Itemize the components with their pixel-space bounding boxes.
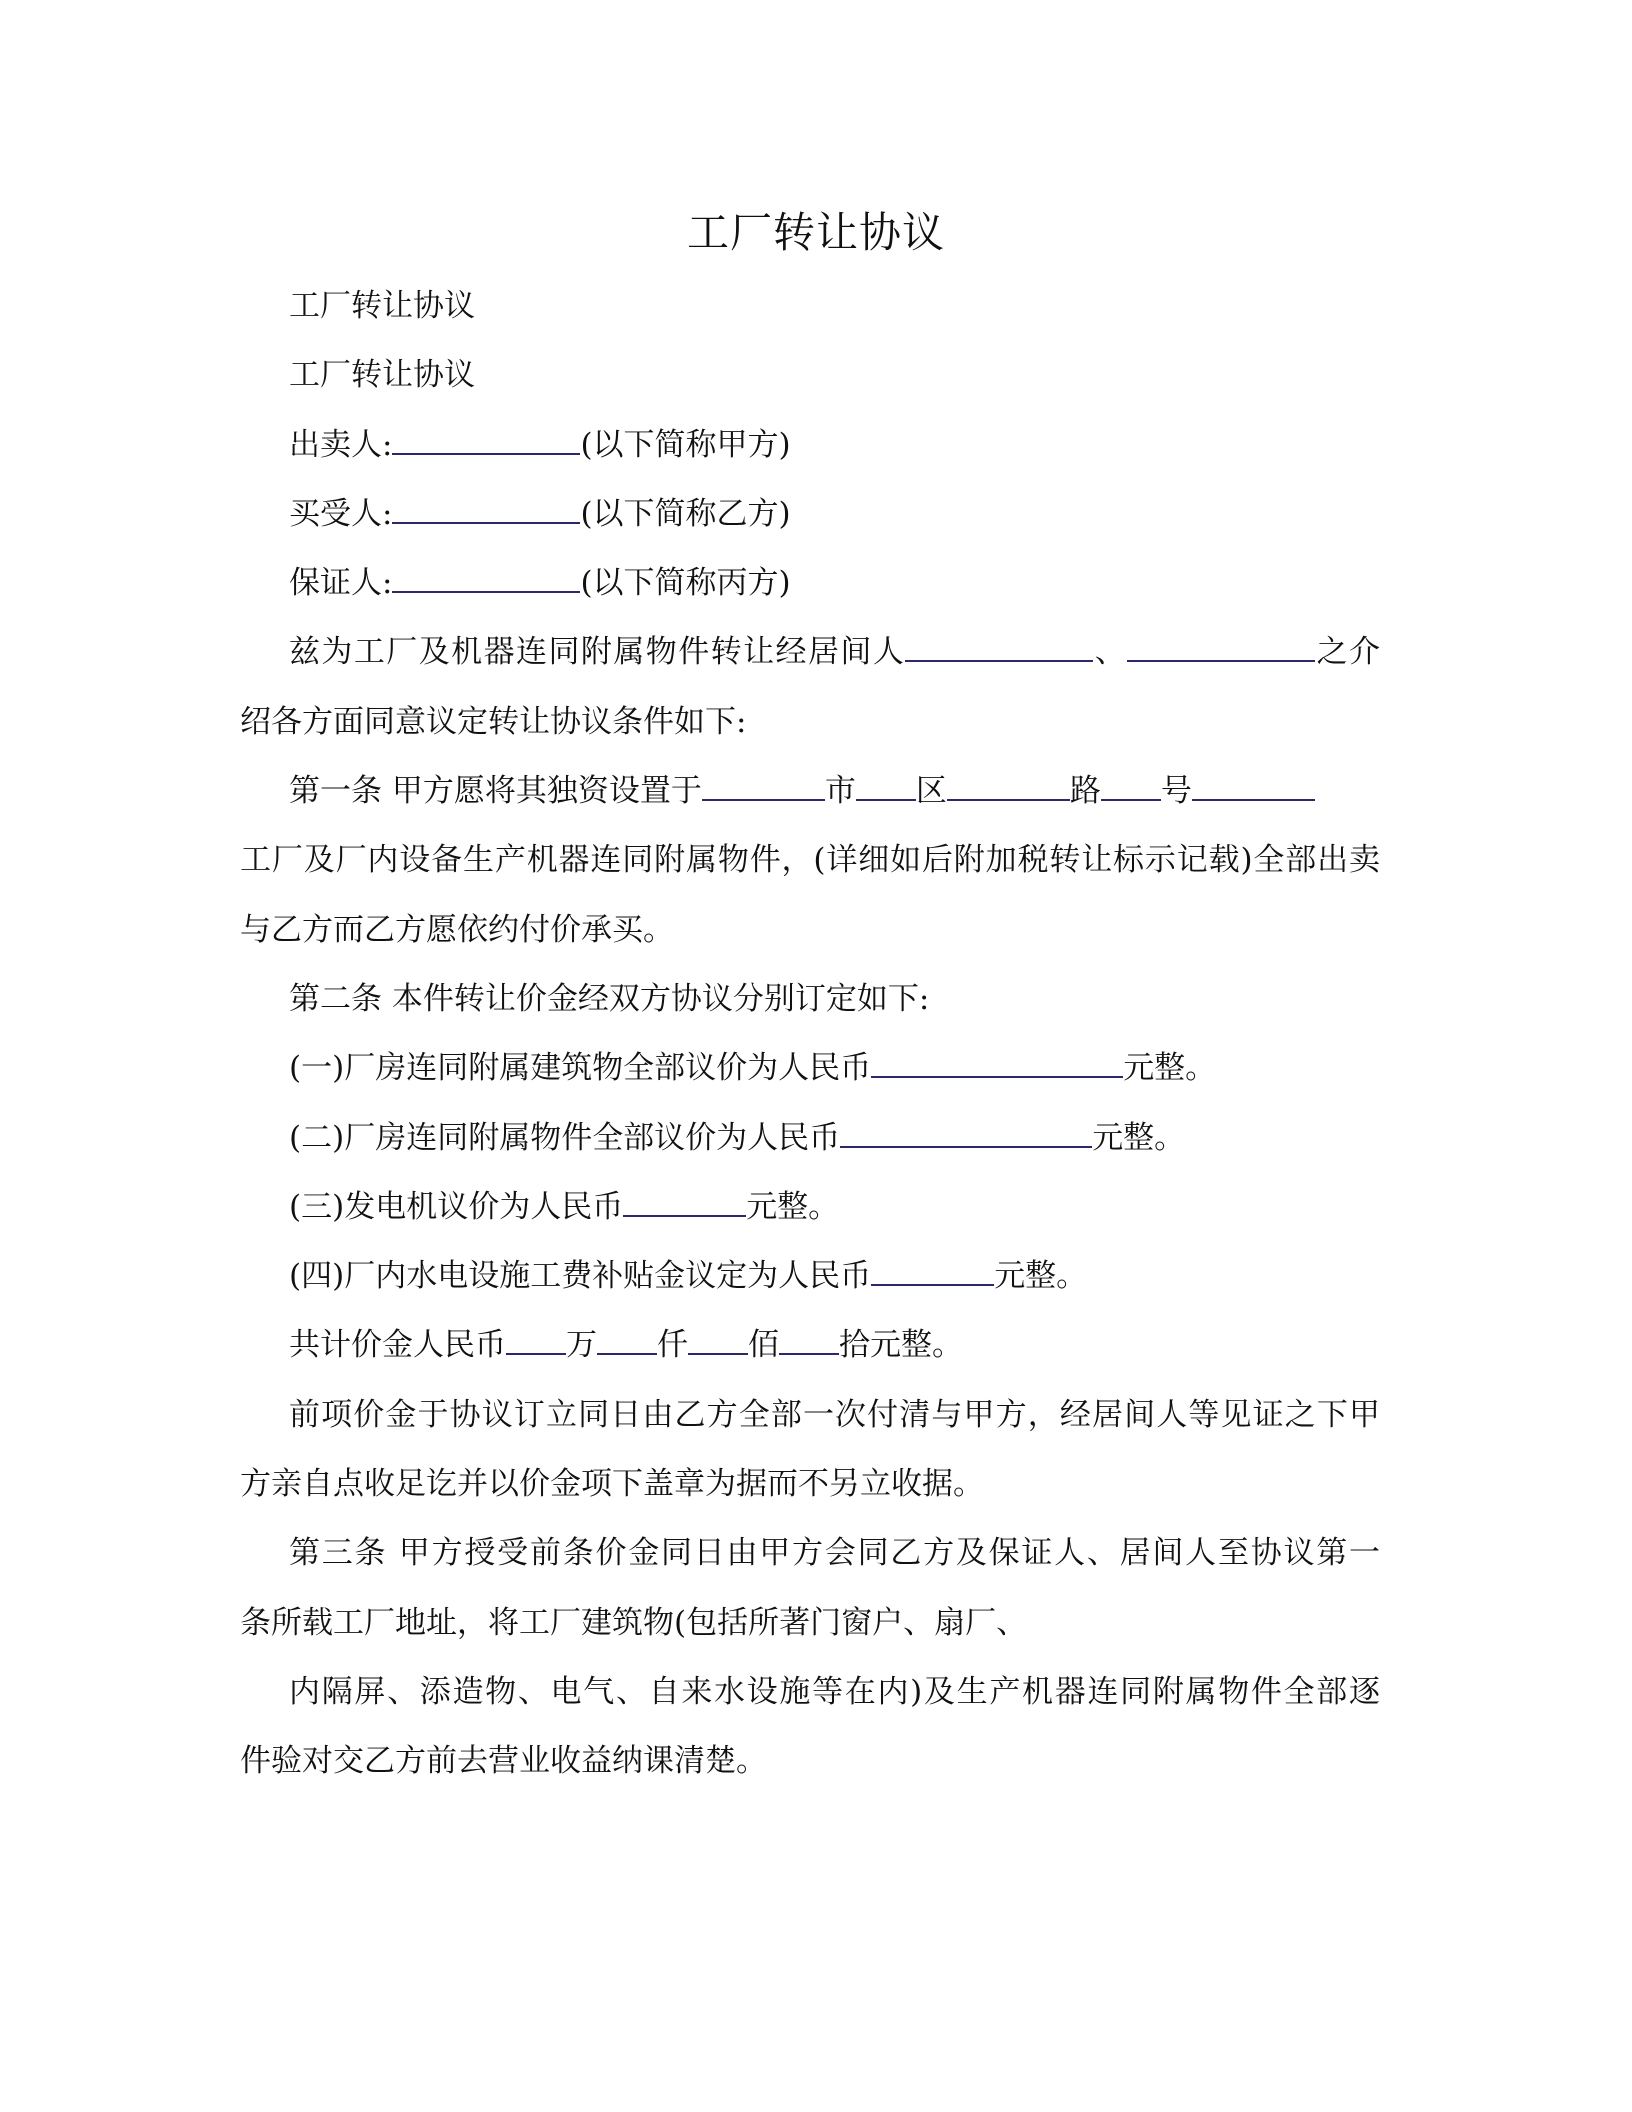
text-line bbox=[240, 1173, 1380, 1242]
text-segment: 前项价金于协议订立同日由乙方全部一次付清与甲方，经居间人等见证之下甲 bbox=[289, 1396, 1380, 1433]
text-line bbox=[240, 272, 1380, 341]
document-body bbox=[240, 272, 1380, 1797]
text-line bbox=[240, 411, 1380, 480]
text-line bbox=[240, 480, 1380, 549]
text-segment: 第二条 本件转让价金经双方协议分别订定如下: bbox=[289, 980, 930, 1017]
text-segment: 共计价金人民币 bbox=[289, 1327, 506, 1364]
fill-in-blank bbox=[392, 496, 580, 524]
text-segment: 万 bbox=[566, 1327, 597, 1364]
fill-in-blank bbox=[871, 1050, 1123, 1078]
text-segment: (三)发电机议价为人民币 bbox=[289, 1188, 624, 1225]
text-line bbox=[240, 1034, 1380, 1103]
fill-in-blank bbox=[905, 634, 1093, 662]
text-segment: (二)厂房连同附属物件全部议价为人民币 bbox=[289, 1119, 841, 1156]
text-segment: 市 bbox=[824, 773, 856, 810]
text-segment: 工厂转让协议 bbox=[289, 357, 475, 394]
text-segment: 仟 bbox=[657, 1327, 688, 1364]
text-segment: 区 bbox=[915, 773, 947, 810]
document-title: 工厂转让协议 bbox=[686, 208, 945, 257]
text-segment: (一)厂房连同附属建筑物全部议价为人民币 bbox=[289, 1050, 872, 1087]
text-line bbox=[240, 896, 1380, 965]
text-segment: (四)厂内水电设施工费补贴金议定为人民币 bbox=[289, 1258, 872, 1295]
text-segment: 元整。 bbox=[994, 1258, 1088, 1295]
text-line bbox=[240, 757, 1380, 826]
text-line bbox=[240, 1242, 1380, 1311]
fill-in-blank bbox=[392, 565, 580, 593]
fill-in-blank bbox=[688, 1327, 748, 1355]
text-segment: 绍各方面同意议定转让协议条件如下: bbox=[240, 703, 747, 740]
fill-in-blank bbox=[597, 1327, 657, 1355]
text-segment: 元整。 bbox=[1123, 1050, 1217, 1087]
fill-in-blank bbox=[871, 1258, 994, 1286]
text-segment: 兹为工厂及机器连同附属物件转让经居间人 bbox=[289, 634, 906, 671]
text-line bbox=[240, 826, 1380, 895]
text-line bbox=[240, 341, 1380, 410]
text-segment: 内隔屏、添造物、电气、自来水设施等在内)及生产机器连同附属物件全部逐 bbox=[289, 1673, 1380, 1710]
fill-in-blank bbox=[1192, 773, 1315, 801]
text-segment: 第一条 甲方愿将其独资设置于 bbox=[289, 773, 702, 810]
text-segment: 保证人: bbox=[289, 565, 393, 602]
text-segment: (以下简称乙方) bbox=[580, 495, 791, 532]
fill-in-blank bbox=[840, 1120, 1092, 1148]
text-segment: 与乙方而乙方愿依约付价承买。 bbox=[240, 911, 674, 948]
fill-in-blank bbox=[623, 1189, 746, 1217]
text-line bbox=[240, 1311, 1380, 1380]
text-line bbox=[240, 1589, 1380, 1658]
text-line bbox=[240, 1450, 1380, 1519]
text-line bbox=[240, 1658, 1380, 1727]
text-line bbox=[240, 1381, 1380, 1450]
text-line bbox=[240, 549, 1380, 618]
fill-in-blank bbox=[392, 427, 580, 455]
text-segment: (以下简称丙方) bbox=[580, 565, 791, 602]
text-segment: 、 bbox=[1093, 634, 1128, 671]
text-segment: 路 bbox=[1069, 773, 1101, 810]
fill-in-blank bbox=[1127, 634, 1315, 662]
fill-in-blank bbox=[856, 773, 916, 801]
fill-in-blank bbox=[702, 773, 825, 801]
text-segment: 佰 bbox=[748, 1327, 779, 1364]
fill-in-blank bbox=[506, 1327, 566, 1355]
text-line bbox=[240, 1519, 1380, 1588]
text-segment: 元整。 bbox=[1092, 1119, 1186, 1156]
text-segment: 方亲自点收足讫并以价金项下盖章为据而不另立收据。 bbox=[240, 1466, 984, 1503]
text-line bbox=[240, 1104, 1380, 1173]
text-line bbox=[240, 688, 1380, 757]
text-segment: 元整。 bbox=[746, 1188, 840, 1225]
fill-in-blank bbox=[947, 773, 1070, 801]
text-segment: 工厂及厂内设备生产机器连同附属物件，(详细如后附加税转让标示记载)全部出卖 bbox=[240, 842, 1380, 879]
text-segment: 号 bbox=[1160, 773, 1192, 810]
text-segment: (以下简称甲方) bbox=[580, 426, 791, 463]
fill-in-blank bbox=[1101, 773, 1161, 801]
text-segment: 条所载工厂地址，将工厂建筑物(包括所著门窗户、扇厂、 bbox=[240, 1604, 1028, 1641]
text-segment: 出卖人: bbox=[289, 426, 393, 463]
text-line bbox=[240, 965, 1380, 1034]
fill-in-blank bbox=[779, 1327, 839, 1355]
text-segment: 拾元整。 bbox=[839, 1327, 963, 1364]
text-segment: 之介 bbox=[1315, 634, 1381, 671]
text-segment: 工厂转让协议 bbox=[289, 288, 475, 324]
text-line bbox=[240, 1727, 1380, 1796]
text-line bbox=[240, 618, 1380, 687]
text-segment: 买受人: bbox=[289, 495, 393, 532]
text-segment: 件验对交乙方前去营业收益纳课清楚。 bbox=[240, 1743, 767, 1780]
text-segment: 第三条 甲方授受前条价金同日由甲方会同乙方及保证人、居间人至协议第一 bbox=[289, 1535, 1380, 1572]
